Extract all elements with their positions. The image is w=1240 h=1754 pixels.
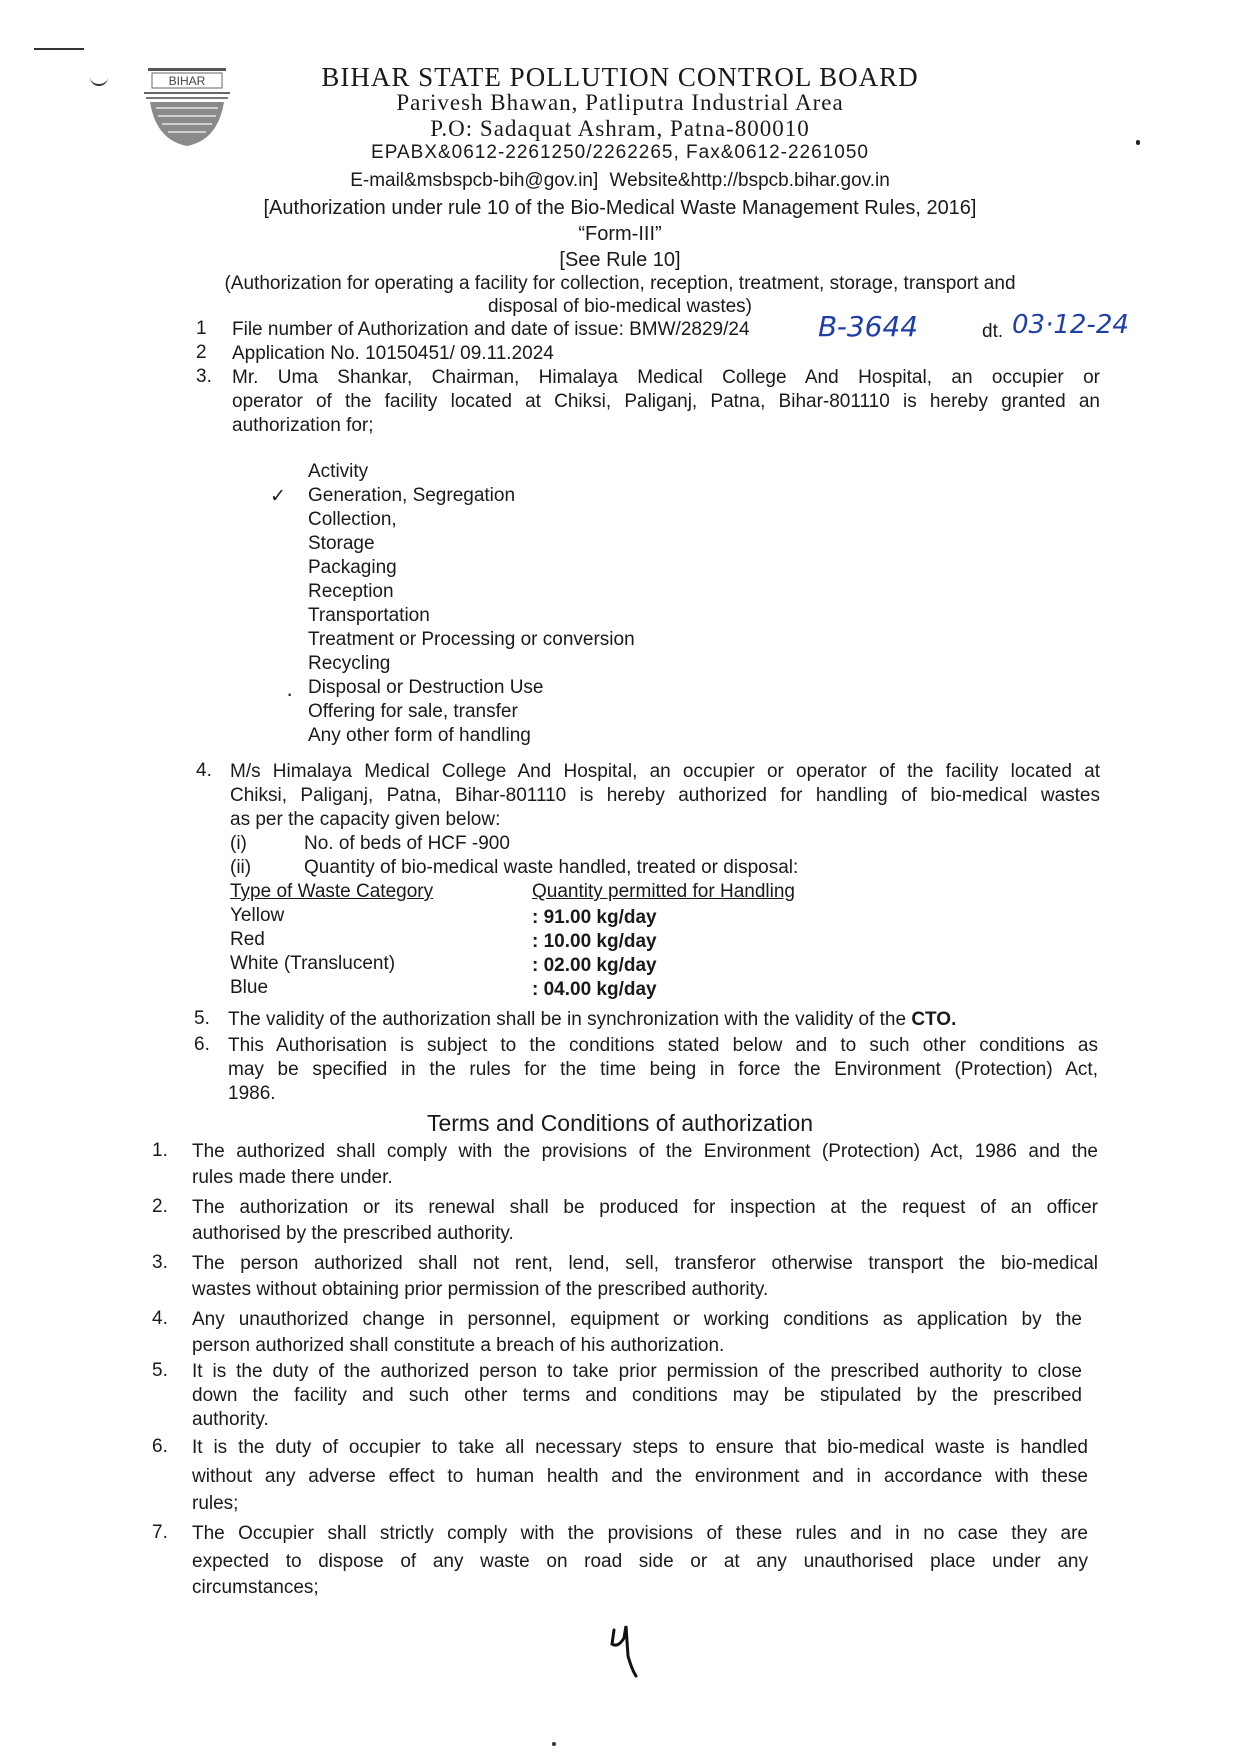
item-1-number: 1 <box>196 318 207 339</box>
term-number: 7. <box>152 1522 168 1543</box>
item-6-line-2: may be specified in the rules for the time being in force the Environment (Protection) Act, <box>228 1059 1098 1080</box>
item-2-text: Application No. 10150451/ 09.11.2024 <box>232 343 554 364</box>
term-line: Any unauthorized change in personnel, equipment or working conditions as application by the <box>192 1309 1082 1330</box>
sub-item-1-text: No. of beds of HCF -900 <box>304 833 510 854</box>
term-line: circumstances; <box>192 1577 319 1598</box>
scan-mark <box>34 48 84 50</box>
bullet-mark: · <box>286 681 294 706</box>
item-4-line-1: M/s Himalaya Medical College And Hospital, an occupier or operator of the facility located at <box>230 761 1100 782</box>
item-5-text <box>228 1008 956 1032</box>
term-line: down the facility and such other terms and conditions may be stipulated by the prescribed <box>192 1385 1082 1406</box>
item-6-line-1: This Authorisation is subject to the conditions stated below and to such other conditions as <box>228 1035 1098 1056</box>
email-website-line <box>0 170 1240 192</box>
activity-item: Storage <box>308 533 375 554</box>
waste-quantity: : 10.00 kg/day <box>532 931 657 952</box>
term-number: 5. <box>152 1360 168 1381</box>
term-line: wastes without obtaining prior permission of the prescribed authority. <box>192 1279 769 1300</box>
waste-category: Red <box>230 929 265 950</box>
column-header-quantity: Quantity permitted for Handling <box>532 881 795 902</box>
activity-item: Reception <box>308 581 394 602</box>
activity-item: Collection, <box>308 509 397 530</box>
activity-item: Offering for sale, transfer <box>308 701 518 722</box>
activity-item: Any other form of handling <box>308 725 531 746</box>
org-name: BIHAR STATE POLLUTION CONTROL BOARD <box>321 62 919 92</box>
item-4-line-2: Chiksi, Paliganj, Patna, Bihar-801110 is hereby authorized for handling of bio-medical wastes <box>230 785 1100 806</box>
waste-quantity: : 02.00 kg/day <box>532 955 657 976</box>
term-number: 1. <box>152 1140 168 1161</box>
activity-item: Packaging <box>308 557 397 578</box>
email: E-mail&msbspcb-bih@gov.in] <box>350 170 599 191</box>
sub-item-1-label: (i) <box>230 833 247 854</box>
term-line: authority. <box>192 1409 269 1430</box>
activity-item: Treatment or Processing or conversion <box>308 629 635 650</box>
term-line: without any adverse effect to human health and the environment and in accordance with these <box>192 1466 1088 1487</box>
item-6-number: 6. <box>194 1034 210 1055</box>
address-line-1: Parivesh Bhawan, Patliputra Industrial Area <box>396 90 844 115</box>
item-5-body: The validity of the authorization shall be in synchronization with the validity of the <box>228 1009 907 1030</box>
term-line: The Occupier shall strictly comply with the provisions of these rules and in no case they are <box>192 1523 1088 1544</box>
column-header-type: Type of Waste Category <box>230 881 434 902</box>
item-6-line-3: 1986. <box>228 1083 276 1104</box>
term-line: The authorization or its renewal shall be produced for inspection at the request of an officer <box>192 1197 1098 1218</box>
item-4-line-3: as per the capacity given below: <box>230 809 501 830</box>
term-line: rules; <box>192 1493 239 1514</box>
sub-item-2-text: Quantity of bio-medical waste handled, treated or disposal: <box>304 857 799 878</box>
item-2-number: 2 <box>196 342 207 363</box>
terms-heading: Terms and Conditions of authorization <box>426 1110 814 1136</box>
activity-item: Transportation <box>308 605 430 626</box>
item-3-line-1: Mr. Uma Shankar, Chairman, Himalaya Medical College And Hospital, an occupier or <box>232 367 1100 388</box>
website: Website&http://bspcb.bihar.gov.in <box>609 170 890 191</box>
waste-category: Blue <box>230 977 269 998</box>
activity-item: Generation, Segregation <box>308 485 516 506</box>
activity-list <box>308 460 635 748</box>
term-line: It is the duty of occupier to take all necessary steps to ensure that bio-medical waste is handled <box>192 1437 1088 1458</box>
item-1-text: File number of Authorization and date of issue: BMW/2829/24 <box>232 319 750 340</box>
activity-item: Recycling <box>308 653 391 674</box>
handwritten-date: 03·12-24 <box>1012 310 1129 340</box>
waste-category: Yellow <box>230 905 285 926</box>
handwritten-page-mark <box>606 1622 642 1680</box>
sub-item-2-label: (ii) <box>230 857 252 878</box>
item-4-number: 4. <box>196 760 212 781</box>
purpose-line-2: disposal of bio-medical wastes) <box>487 296 752 317</box>
term-line: person authorized shall constitute a breach of his authorization. <box>192 1335 725 1356</box>
waste-quantity: : 04.00 kg/day <box>532 979 657 1000</box>
activity-item: Activity <box>308 461 369 482</box>
waste-category: White (Translucent) <box>230 953 396 974</box>
scan-dot <box>552 1742 556 1746</box>
item-5-number: 5. <box>194 1008 210 1029</box>
item-1-dt: dt. <box>982 321 1004 342</box>
term-line: rules made there under. <box>192 1167 393 1188</box>
term-line: authorised by the prescribed authority. <box>192 1223 514 1244</box>
term-line: It is the duty of the authorized person to take prior permission of the prescribed authority to close <box>192 1361 1082 1382</box>
check-mark: ✓ <box>270 486 286 507</box>
cto-label: CTO. <box>911 1009 957 1030</box>
item-3-line-3: authorization for; <box>232 415 374 436</box>
address-line-2: P.O: Sadaquat Ashram, Patna-800010 <box>430 116 810 141</box>
phone-fax-line: EPABX&0612-2261250/2262265, Fax&0612-2261050 <box>371 142 869 163</box>
purpose-line-1: (Authorization for operating a facility for collection, reception, treatment, storage, transport and <box>224 273 1016 294</box>
term-number: 3. <box>152 1252 168 1273</box>
term-line: expected to dispose of any waste on road side or at any unauthorised place under any <box>192 1551 1088 1572</box>
item-3-line-2: operator of the facility located at Chiksi, Paliganj, Patna, Bihar-801110 is hereby granted an <box>232 391 1100 412</box>
see-rule: [See Rule 10] <box>559 249 681 271</box>
waste-quantity: : 91.00 kg/day <box>532 907 657 928</box>
term-number: 2. <box>152 1196 168 1217</box>
handwritten-file-number: B-3644 <box>818 310 919 343</box>
logo-text: BIHAR <box>168 74 206 88</box>
term-line: The authorized shall comply with the provisions of the Environment (Protection) Act, 1986 and the <box>192 1141 1098 1162</box>
term-line: The person authorized shall not rent, lend, sell, transferor otherwise transport the bio-medical <box>192 1253 1098 1274</box>
activity-item: Disposal or Destruction Use <box>308 677 544 698</box>
item-3-number: 3. <box>196 366 212 387</box>
term-number: 6. <box>152 1436 168 1457</box>
form-name: “Form-III” <box>578 223 662 245</box>
term-number: 4. <box>152 1308 168 1329</box>
rule-line: [Authorization under rule 10 of the Bio-Medical Waste Management Rules, 2016] <box>263 197 977 219</box>
